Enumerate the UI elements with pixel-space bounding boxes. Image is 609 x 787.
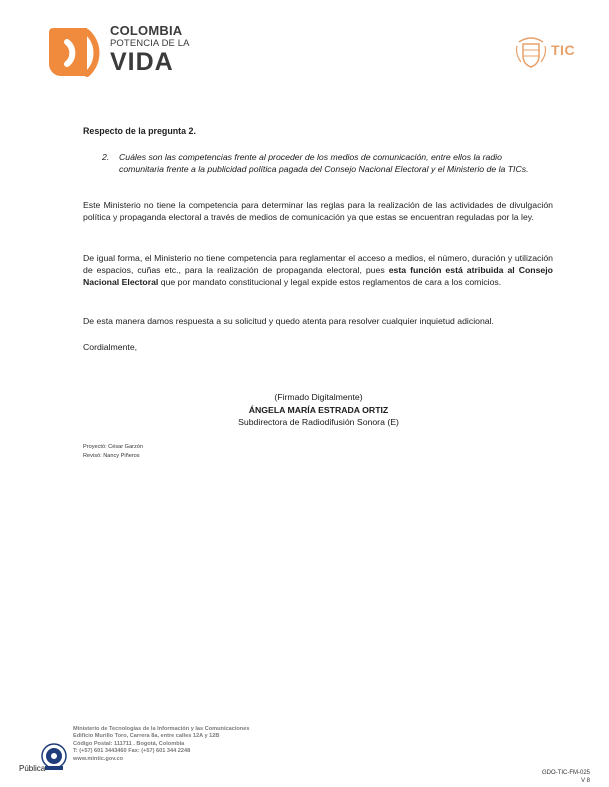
closing-salutation: Cordialmente, <box>83 342 138 352</box>
signature-block <box>170 391 467 429</box>
footer-building: Edificio Murillo Toro, Carrera 8a, entre calles 12A y 12B <box>73 733 220 740</box>
doc-version: V 8 <box>580 778 590 784</box>
classification-label: Pública <box>19 764 46 773</box>
doc-code: GDO-TIC-FM-025 <box>542 770 590 776</box>
signer-title: Subdirectora de Radiodifusión Sonora (E) <box>238 417 399 428</box>
paragraph-competence: Este Ministerio no tiene la competencia para determinar las reglas para la realización de las actividades de divulgación política y propaganda electoral a través de medios de comunicación ya que estas se encuentran reguladas por la ley. <box>83 200 553 223</box>
credits-block <box>83 443 143 461</box>
question-number: 2. <box>102 152 110 162</box>
logo-line-potencia: POTENCIA DE LA <box>110 38 190 49</box>
signal-waves-icon <box>47 24 107 80</box>
signature-note: (Firmado Digitalmente) <box>274 392 363 402</box>
footer-website: www.mintic.gov.co <box>73 755 124 762</box>
footer-postal: Código Postal: 111711 . Bogotá, Colombia <box>73 740 185 747</box>
document-code <box>530 769 590 785</box>
logo-line-colombia: COLOMBIA <box>110 23 183 38</box>
projected-by: Proyectó: César Garzón <box>83 444 144 450</box>
logo-wordmark <box>110 24 210 75</box>
tic-label: TIC <box>551 42 576 58</box>
reviewed-by: Revisó: Nancy Piñeros <box>83 453 140 459</box>
section-heading: Respecto de la pregunta 2. <box>83 126 196 136</box>
paragraph-response: De esta manera damos respuesta a su solicitud y quedo atenta para resolver cualquier inquietud adicional. <box>83 316 494 326</box>
footer-ministry: Ministerio de Tecnologías de la Información y las Comunicaciones <box>73 726 250 732</box>
footer-phone: T: (+57) 601 3443460 Fax: (+57) 601 344 2248 <box>73 748 191 755</box>
coat-of-arms-icon <box>515 32 547 70</box>
signer-name: ÁNGELA MARÍA ESTRADA ORTIZ <box>248 404 389 415</box>
paragraph2-end: que por mandato constitucional y legal expide estos reglamentos de cara a los comicios. <box>158 277 502 288</box>
question-item <box>102 151 532 175</box>
paragraph-electoral-council <box>83 252 553 289</box>
footer-address <box>73 726 249 763</box>
logo-line-vida: VIDA <box>110 48 174 76</box>
question-text: Cuáles son las competencias frente al proceder de los medios de comunicación, entre ellos la radio comunitaria frente a la publicidad política pagada del Consejo Nacional Electoral y el Ministerio de la TICs. <box>119 152 529 175</box>
paragraph2-start: De igual forma, el Ministerio no tiene competencia para reglamentar el acceso a medios, el número, duración y utilización de espacios, cuñas etc., para la realización de propaganda electoral, pues <box>83 253 553 276</box>
paragraph2-emphasis: esta función está atribuida al Consejo Nacional Electoral <box>83 265 553 288</box>
